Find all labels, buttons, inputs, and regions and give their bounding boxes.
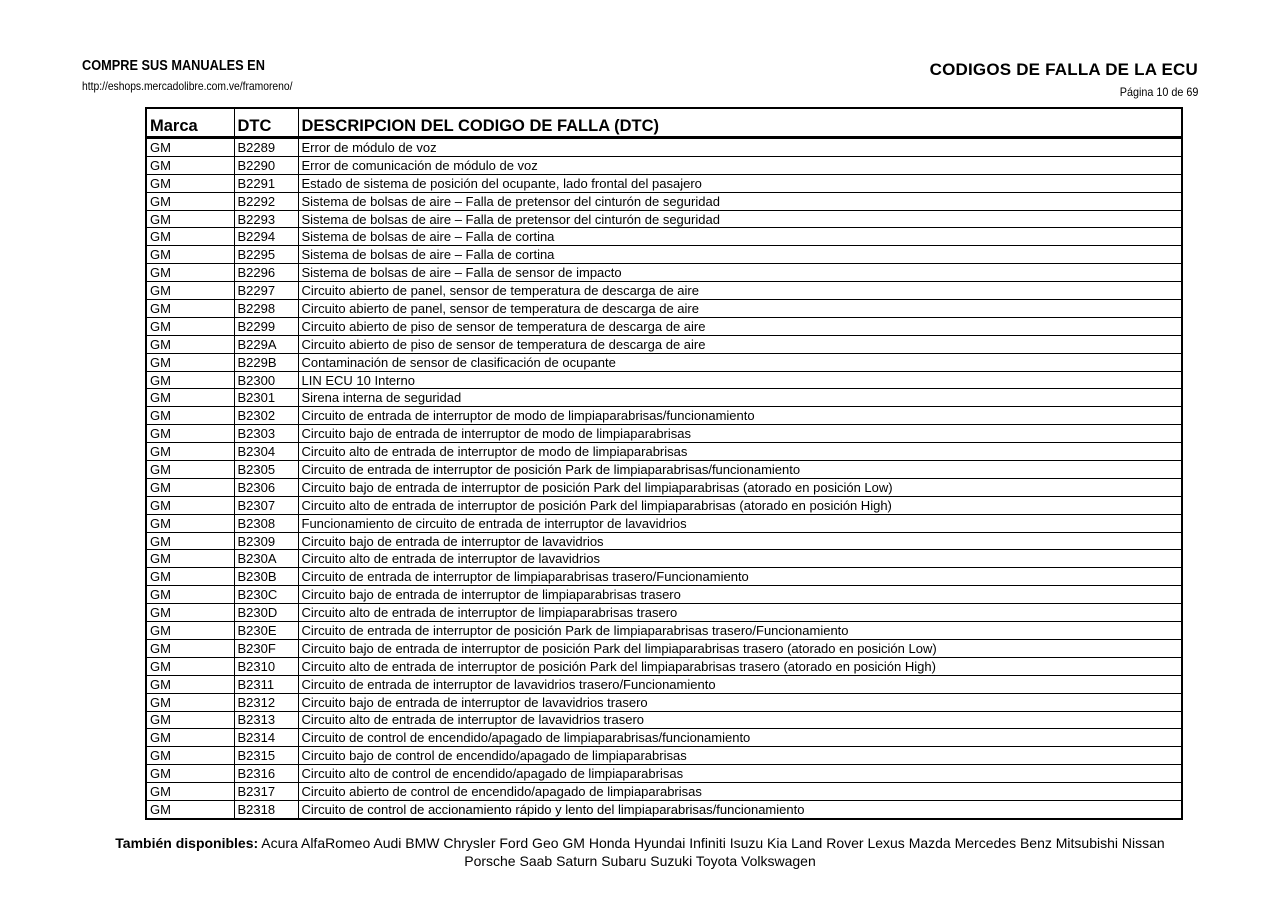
cell-marca: GM: [146, 443, 234, 461]
cell-dtc: B2314: [234, 729, 298, 747]
table-row: [146, 389, 1182, 407]
cell-description: Circuito alto de entrada de interruptor de posición Park del limpiaparabrisas trasero (atorado en posición High): [298, 657, 1182, 675]
cell-description: Sistema de bolsas de aire – Falla de sensor de impacto: [298, 264, 1182, 282]
cell-dtc: B2291: [234, 174, 298, 192]
cell-marca: GM: [146, 353, 234, 371]
cell-dtc: B2301: [234, 389, 298, 407]
cell-description: Circuito alto de entrada de interruptor de limpiaparabrisas trasero: [298, 604, 1182, 622]
cell-dtc: B2300: [234, 371, 298, 389]
cell-description: Error de comunicación de módulo de voz: [298, 156, 1182, 174]
cell-marca: GM: [146, 550, 234, 568]
table-row: [146, 192, 1182, 210]
table-row: [146, 174, 1182, 192]
cell-description: Circuito de entrada de interruptor de lavavidrios trasero/Funcionamiento: [298, 675, 1182, 693]
table-row: [146, 138, 1182, 157]
cell-dtc: B230C: [234, 586, 298, 604]
cell-description: Circuito abierto de piso de sensor de temperatura de descarga de aire: [298, 317, 1182, 335]
cell-description: Circuito alto de entrada de interruptor de posición Park del limpiaparabrisas (atorado en posición High): [298, 496, 1182, 514]
cell-dtc: B229A: [234, 335, 298, 353]
cell-description: Circuito abierto de panel, sensor de temperatura de descarga de aire: [298, 282, 1182, 300]
cell-description: Circuito abierto de piso de sensor de temperatura de descarga de aire: [298, 335, 1182, 353]
cell-marca: GM: [146, 282, 234, 300]
table-row: [146, 246, 1182, 264]
cell-description: Sirena interna de seguridad: [298, 389, 1182, 407]
cell-description: Estado de sistema de posición del ocupante, lado frontal del pasajero: [298, 174, 1182, 192]
cell-description: Circuito bajo de entrada de interruptor de posición Park del limpiaparabrisas trasero (atorado en posición Low): [298, 639, 1182, 657]
table-row: [146, 550, 1182, 568]
cell-marca: GM: [146, 783, 234, 801]
cell-dtc: B230F: [234, 639, 298, 657]
cell-marca: GM: [146, 586, 234, 604]
cell-dtc: B2317: [234, 783, 298, 801]
table-header-row: [146, 108, 1182, 138]
cell-dtc: B2305: [234, 461, 298, 479]
table-row: [146, 210, 1182, 228]
cell-marca: GM: [146, 693, 234, 711]
cell-dtc: B2303: [234, 425, 298, 443]
cell-description: Circuito alto de entrada de interruptor de modo de limpiaparabrisas: [298, 443, 1182, 461]
cell-description: Sistema de bolsas de aire – Falla de cortina: [298, 246, 1182, 264]
table-row: [146, 568, 1182, 586]
table-row: [146, 443, 1182, 461]
cell-dtc: B2318: [234, 800, 298, 818]
cell-marca: GM: [146, 729, 234, 747]
cell-description: Circuito bajo de control de encendido/apagado de limpiaparabrisas: [298, 747, 1182, 765]
cell-marca: GM: [146, 138, 234, 157]
cell-description: Circuito de entrada de interruptor de posición Park de limpiaparabrisas trasero/Funcionamiento: [298, 622, 1182, 640]
cell-dtc: B2297: [234, 282, 298, 300]
cell-description: Contaminación de sensor de clasificación de ocupante: [298, 353, 1182, 371]
cell-dtc: B230D: [234, 604, 298, 622]
cell-marca: GM: [146, 264, 234, 282]
cell-marca: GM: [146, 532, 234, 550]
cell-description: Circuito bajo de entrada de interruptor de posición Park del limpiaparabrisas (atorado en posición Low): [298, 478, 1182, 496]
cell-description: Circuito bajo de entrada de interruptor de limpiaparabrisas trasero: [298, 586, 1182, 604]
document-title: CODIGOS DE FALLA DE LA ECU: [929, 60, 1198, 79]
cell-description: Error de módulo de voz: [298, 138, 1182, 157]
table-row: [146, 747, 1182, 765]
cell-dtc: B2302: [234, 407, 298, 425]
cell-dtc: B2292: [234, 192, 298, 210]
cell-description: Sistema de bolsas de aire – Falla de cortina: [298, 228, 1182, 246]
cell-marca: GM: [146, 461, 234, 479]
header-store-title: COMPRE SUS MANUALES EN: [82, 58, 265, 74]
cell-dtc: B229B: [234, 353, 298, 371]
cell-marca: GM: [146, 246, 234, 264]
cell-marca: GM: [146, 478, 234, 496]
cell-description: Circuito de control de accionamiento rápido y lento del limpiaparabrisas/funcionamiento: [298, 800, 1182, 818]
cell-marca: GM: [146, 389, 234, 407]
cell-dtc: B230E: [234, 622, 298, 640]
table-row: [146, 675, 1182, 693]
cell-marca: GM: [146, 425, 234, 443]
cell-dtc: B2293: [234, 210, 298, 228]
cell-description: Circuito bajo de entrada de interruptor de modo de limpiaparabrisas: [298, 425, 1182, 443]
cell-description: Funcionamiento de circuito de entrada de interruptor de lavavidrios: [298, 514, 1182, 532]
cell-description: Circuito abierto de control de encendido/apagado de limpiaparabrisas: [298, 783, 1182, 801]
cell-dtc: B2306: [234, 478, 298, 496]
cell-marca: GM: [146, 335, 234, 353]
cell-dtc: B230A: [234, 550, 298, 568]
table-row: [146, 371, 1182, 389]
cell-marca: GM: [146, 675, 234, 693]
table-row: [146, 532, 1182, 550]
cell-marca: GM: [146, 639, 234, 657]
table-row: [146, 711, 1182, 729]
column-header-marca: Marca: [146, 108, 234, 138]
table-row: [146, 622, 1182, 640]
table-row: [146, 693, 1182, 711]
table-row: [146, 407, 1182, 425]
cell-description: Circuito bajo de entrada de interruptor de lavavidrios: [298, 532, 1182, 550]
cell-dtc: B2310: [234, 657, 298, 675]
dtc-table: [145, 107, 1183, 820]
table-row: [146, 461, 1182, 479]
footer-brands-line1: Acura AlfaRomeo Audi BMW Chrysler Ford Geo GM Honda Hyundai Infiniti Isuzu Kia Land Rover Lexus Mazda Mercedes Benz Mitsubishi Nissan: [261, 835, 1165, 851]
cell-marca: GM: [146, 300, 234, 318]
table-row: [146, 300, 1182, 318]
cell-description: Circuito alto de control de encendido/apagado de limpiaparabrisas: [298, 765, 1182, 783]
cell-marca: GM: [146, 514, 234, 532]
cell-marca: GM: [146, 371, 234, 389]
cell-description: Circuito de entrada de interruptor de modo de limpiaparabrisas/funcionamiento: [298, 407, 1182, 425]
cell-description: Circuito alto de entrada de interruptor de lavavidrios: [298, 550, 1182, 568]
table-row: [146, 353, 1182, 371]
cell-marca: GM: [146, 568, 234, 586]
cell-dtc: B2309: [234, 532, 298, 550]
table-row: [146, 478, 1182, 496]
cell-marca: GM: [146, 747, 234, 765]
cell-dtc: B2289: [234, 138, 298, 157]
header-store-url: http://eshops.mercadolibre.com.ve/framoreno/: [82, 79, 293, 93]
cell-description: Circuito de control de encendido/apagado de limpiaparabrisas/funcionamiento: [298, 729, 1182, 747]
table-row: [146, 657, 1182, 675]
table-row: [146, 282, 1182, 300]
cell-marca: GM: [146, 317, 234, 335]
cell-marca: GM: [146, 228, 234, 246]
table-row: [146, 783, 1182, 801]
page-number: Página 10 de 69: [1119, 85, 1198, 99]
table-row: [146, 586, 1182, 604]
table-body: [146, 138, 1182, 819]
footer-brands-line2: Porsche Saab Saturn Subaru Suzuki Toyota Volkswagen: [464, 853, 816, 869]
cell-marca: GM: [146, 496, 234, 514]
cell-dtc: B2311: [234, 675, 298, 693]
cell-description: Circuito abierto de panel, sensor de temperatura de descarga de aire: [298, 300, 1182, 318]
table-row: [146, 729, 1182, 747]
cell-marca: GM: [146, 407, 234, 425]
cell-marca: GM: [146, 192, 234, 210]
cell-description: LIN ECU 10 Interno: [298, 371, 1182, 389]
cell-description: Circuito de entrada de interruptor de posición Park de limpiaparabrisas/funcionamiento: [298, 461, 1182, 479]
cell-dtc: B2295: [234, 246, 298, 264]
cell-dtc: B2290: [234, 156, 298, 174]
cell-dtc: B2294: [234, 228, 298, 246]
cell-dtc: B2298: [234, 300, 298, 318]
table-row: [146, 604, 1182, 622]
cell-dtc: B2315: [234, 747, 298, 765]
cell-marca: GM: [146, 174, 234, 192]
cell-marca: GM: [146, 765, 234, 783]
cell-marca: GM: [146, 210, 234, 228]
cell-dtc: B230B: [234, 568, 298, 586]
cell-description: Circuito de entrada de interruptor de limpiaparabrisas trasero/Funcionamiento: [298, 568, 1182, 586]
table-row: [146, 639, 1182, 657]
cell-dtc: B2299: [234, 317, 298, 335]
table-row: [146, 335, 1182, 353]
table-row: [146, 496, 1182, 514]
cell-dtc: B2308: [234, 514, 298, 532]
cell-marca: GM: [146, 657, 234, 675]
footer-label: También disponibles:: [115, 835, 259, 851]
table-row: [146, 156, 1182, 174]
table-row: [146, 228, 1182, 246]
cell-dtc: B2304: [234, 443, 298, 461]
cell-marca: GM: [146, 604, 234, 622]
cell-dtc: B2307: [234, 496, 298, 514]
cell-description: Circuito bajo de entrada de interruptor de lavavidrios trasero: [298, 693, 1182, 711]
cell-dtc: B2313: [234, 711, 298, 729]
footer-available-brands: [90, 834, 1190, 870]
table-row: [146, 425, 1182, 443]
cell-description: Sistema de bolsas de aire – Falla de pretensor del cinturón de seguridad: [298, 210, 1182, 228]
cell-marca: GM: [146, 711, 234, 729]
column-header-descripcion: DESCRIPCION DEL CODIGO DE FALLA (DTC): [298, 108, 1182, 138]
column-header-dtc: DTC: [234, 108, 298, 138]
table-row: [146, 514, 1182, 532]
cell-dtc: B2312: [234, 693, 298, 711]
cell-marca: GM: [146, 622, 234, 640]
cell-marca: GM: [146, 800, 234, 818]
table-row: [146, 264, 1182, 282]
table-row: [146, 800, 1182, 818]
cell-marca: GM: [146, 156, 234, 174]
cell-dtc: B2316: [234, 765, 298, 783]
cell-dtc: B2296: [234, 264, 298, 282]
table-row: [146, 317, 1182, 335]
cell-description: Sistema de bolsas de aire – Falla de pretensor del cinturón de seguridad: [298, 192, 1182, 210]
cell-description: Circuito alto de entrada de interruptor de lavavidrios trasero: [298, 711, 1182, 729]
table-row: [146, 765, 1182, 783]
